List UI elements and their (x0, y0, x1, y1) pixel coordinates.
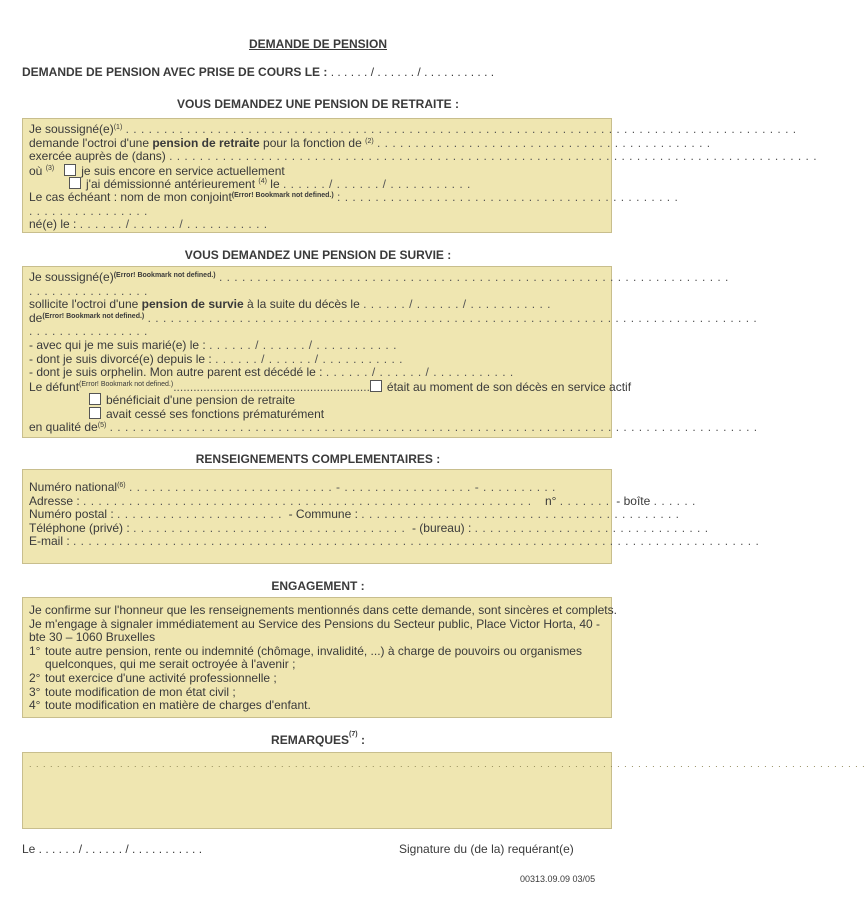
survie-deceased-line[interactable]: $de^{(Error! Bookmark not defined.)}$ . . . . . . . . . . . . . . . . . . . . . . . . . . . . . . . . . . . . . . . . . . . . . . . . . . . . . . . . . . . . . . . . . . . . . . . . . . . . . . . . (29, 310, 758, 325)
text: - Commune : (288, 507, 362, 522)
engagement-item (29, 699, 605, 713)
text: REMARQUES (271, 733, 350, 747)
survie-heading: VOUS DEMANDEZ UNE PENSION DE SURVIE : (184, 248, 452, 262)
note-ref: (Error! Bookmark not defined.) (42, 312, 145, 320)
item-text: toute autre pension, rente ou indemnité (chômage, invalidité, ...) à charge de pouvoirs ou organismes (45, 643, 582, 658)
text: Le cas échéant : nom de mon conjoint (29, 189, 232, 204)
survie-name-continuation[interactable]: . . . . . . . . . . . . . . . . (29, 283, 148, 298)
spouse-name-line[interactable]: Le cas échéant : nom de mon conjoint$^{(Error! Bookmark not defined.)}$ : . . . . . . . . . . . . . . . . . . . . . . . . . . . . . . . . . . . . . . . . . . . . (29, 189, 679, 204)
item-text: quelconques, qui me serait octroyée à l'avenir ; (45, 657, 296, 672)
start-date-field[interactable]: . . . . . . / . . . . . . / . . . . . . . . . . . (330, 65, 495, 79)
text: sollicite l'octroi d'une (29, 297, 142, 312)
retraite-function-line[interactable]: demande l'octroi d'une pension de retraite pour la fonction de $^{(2)}$ . . . . . . . . . . . . . . . . . . . . . . . . . . . . . . . . . . . . . . . . . . . . (29, 135, 711, 150)
text: bénéficiait d'une pension de retraite (106, 393, 296, 408)
start-date-line (22, 65, 494, 79)
text: en qualité de (29, 419, 98, 434)
spouse-name-continuation[interactable]: . . . . . . . . . . . . . . . . (29, 203, 148, 218)
item-text: toute modification en matière de charges d'enfant. (45, 698, 311, 713)
text: - dont je suis orphelin. Mon autre parent est décédé le : (29, 365, 326, 380)
form-reference: 00313.09.09 03/05 (520, 874, 596, 884)
engagement-p2: Je m'engage à signaler immédiatement au Service des Pensions du Secteur public, Place Victor Horta, 40 - (29, 616, 601, 631)
email-line[interactable]: E-mail : . . . . . . . . . . . . . . . . . . . . . . . . . . . . . . . . . . . . . . . . . . . . . . . . . . . . . . . . . . . . . . . . . . . . . . . . . . . . . . . . . . . . . . . . . . (29, 534, 760, 549)
postal-line[interactable]: Numéro postal : . . . . . . . . . . . . . . . . . . . . . . - Commune : . . . . . . . . . . . . . . . . . . . . . . . . . . . . . . . . . . . . . . . . . . (29, 507, 680, 522)
engagement-item (29, 672, 605, 686)
text: pour la fonction de (259, 135, 366, 150)
item-text: toute modification de mon état civil ; (45, 684, 236, 699)
signature-date[interactable]: Le . . . . . . / . . . . . . / . . . . . . . . . . . (22, 842, 203, 856)
start-date-label: DEMANDE DE PENSION AVEC PRISE DE COURS LE : (22, 65, 331, 79)
text: de (29, 310, 43, 325)
text: : (357, 733, 365, 747)
note-ref: (1) (113, 124, 123, 131)
text: Numéro national (29, 480, 118, 494)
remarks-dotted-line: . . . . . . . . . . . . . . . . . . . . . . . . . . . . . . . . . . . . . . . . . . . . . . . . . . . . . . . . . . . . . . . . . . . . . . . . . . . . . . . . . . . . . . . . . . . . . . . . . . . . . . . . . . . . . . . . . . . . . . . . (29, 759, 866, 769)
note-ref: (3) (45, 164, 55, 172)
text: Numéro postal : (29, 507, 118, 522)
note-ref: (2) (365, 137, 374, 145)
spouse-birth-line[interactable]: né(e) le : . . . . . . / . . . . . . / . . . . . . . . . . . (29, 217, 268, 232)
engagement-item (29, 658, 605, 672)
text: - boîte (616, 493, 651, 508)
renseignements-heading: RENSEIGNEMENTS COMPLEMENTAIRES : (195, 452, 441, 466)
retraite-option-1 (29, 164, 605, 178)
text: le (266, 177, 280, 192)
note-ref: (Error! Bookmark not defined.) (113, 272, 216, 279)
retraite-name-line[interactable]: Je $soussigné(e)^{(1)}$ . . . . . . . . . . . . . . . . . . . . . . . . . . . . . . . . . . . . . . . . . . . . . . . . . . . . . . . . . . . . . . . . . . . . . . . . . . . . . . . . . . . . . . . . (29, 122, 797, 136)
item-text: tout exercice d'une activité professionnelle ; (45, 670, 277, 685)
pension-type-bold: pension de survie (141, 297, 244, 312)
note-ref: (Error! Bookmark not defined.) (231, 191, 334, 199)
engagement-heading: ENGAGEMENT : (271, 579, 365, 593)
remarques-heading (0, 733, 636, 747)
retraite-employer-line[interactable]: exercée auprès de (dans) . . . . . . . . . . . . . . . . . . . . . . . . . . . . . . . . . . . . . . . . . . . . . . . . . . . . . . . . . . . . . . . . . . . . . . . . . . . . . . . . . . . . . (29, 149, 818, 164)
text: - (bureau) : (411, 520, 475, 535)
text: était au moment de son décès en service actif (386, 379, 632, 394)
text: E-mail : (29, 534, 74, 549)
text: Je soussigné(e) (29, 270, 114, 284)
note-ref: (5) (97, 421, 107, 429)
document-title: DEMANDE DE PENSION (248, 37, 388, 51)
signature-label: Signature du (de la) requérant(e) (399, 842, 574, 856)
survie-death-line[interactable]: sollicite l'octroi d'une pension de survie à la suite du décès le . . . . . . / . . . . . . / . . . . . . . . . . . (29, 297, 551, 312)
text: Adresse : (29, 493, 84, 508)
text: - avec qui je me suis marié(e) le : (29, 337, 210, 352)
text: exercée auprès de (dans) (29, 149, 166, 164)
orphan-line[interactable]: - dont je suis orphelin. Mon autre parent est décédé le : . . . . . . / . . . . . . / . . . . . . . . . . . (29, 365, 514, 380)
note-ref: (Error! Bookmark not defined.) (79, 380, 174, 388)
pension-type-bold: pension de retraite (152, 135, 260, 150)
phone-line[interactable]: Téléphone (privé) : . . . . . . . . . . . . . . . . . . . . . . . . . . . . . . . . . . . . - (bureau) : . . . . . . . . . . . . . . . . . . . . . . . . . . . . . . . (29, 520, 709, 535)
checkbox-active-service[interactable] (370, 380, 382, 392)
retraite-box (22, 118, 818, 233)
text: né(e) le : (29, 217, 80, 232)
text: Téléphone (privé) : (29, 520, 134, 535)
text: n° (544, 493, 557, 508)
address-line[interactable]: Adresse : . . . . . . . . . . . . . . . . . . . . . . . . . . . . . . . . . . . . . . . . . . . . . . . . . . . . . . . . . . . n° . . . . . . . - boîte . . . . . . (29, 493, 696, 508)
note-ref: (6) (117, 482, 126, 489)
remarks-field[interactable] (22, 752, 866, 829)
survie-option-retired (29, 393, 605, 407)
text: où (29, 163, 46, 178)
retraite-heading: VOUS DEMANDEZ UNE PENSION DE RETRAITE : (176, 97, 460, 111)
item-number: 1° (29, 643, 41, 658)
text: demande l'octroi d'une (29, 135, 153, 150)
deceased-status-line: Le défunt$^{(Error! Bookmark not defined.)}$........................................................... était au moment de son décès en service actif (29, 379, 632, 394)
engagement-item (29, 686, 605, 700)
item-number: 2° (29, 670, 41, 685)
text: j'ai démissionné antérieurement (86, 177, 259, 192)
divorced-line[interactable]: - dont je suis divorcé(e) depuis le : . . . . . . / . . . . . . / . . . . . . . . . . . (29, 351, 403, 366)
survie-deceased-continuation[interactable]: . . . . . . . . . . . . . . . . (29, 324, 148, 339)
text: - dont je suis divorcé(e) depuis le : (29, 351, 216, 366)
survie-box (22, 266, 758, 438)
item-number: 3° (29, 684, 41, 699)
national-number-line[interactable]: Numéro national$^{(6)}$ . . . . . . . . . . . . . . . . . . . . . . . . . . . - . . . . . . . . . . . . . . . . . - . . . . . . . . . . (29, 480, 556, 494)
text: avait cessé ses fonctions prématurément (106, 406, 325, 421)
engagement-p3: bte 30 – 1060 Bruxelles (29, 630, 156, 645)
survie-name-line[interactable]: Je $soussigné(e)^{(Error! Bookmark not defined.)}$ . . . . . . . . . . . . . . . . . . . . . . . . . . . . . . . . . . . . . . . . . . . . . . . . . . . . . . . . . . . . . . . . . . . (29, 270, 729, 284)
checkbox-early-stop[interactable] (89, 407, 101, 419)
note-ref: (7) (349, 731, 358, 738)
renseignements-box (22, 469, 760, 564)
retraite-option-2: j'ai démissionné antérieurement $^{(4)}$ le . . . . . . / . . . . . . / . . . . . . . . . . . (29, 177, 605, 191)
checkbox-retirement-pension[interactable] (89, 393, 101, 405)
text: Le défunt (29, 379, 80, 394)
note-ref: (4) (258, 178, 267, 186)
retraite-name-label: Je soussigné(e) (29, 122, 114, 136)
engagement-item (29, 645, 605, 659)
item-number: 4° (29, 698, 41, 713)
survie-option-stopped (29, 407, 605, 421)
text: à la suite du décès le (243, 297, 364, 312)
engagement-box (22, 597, 617, 718)
checkbox-in-service[interactable] (64, 164, 76, 176)
text: je suis encore en service actuellement (81, 163, 285, 178)
checkbox-resigned[interactable] (69, 177, 81, 189)
engagement-p1: Je confirme sur l'honneur que les renseignements mentionnés dans cette demande, sont sincères et complets. (29, 603, 617, 617)
married-line[interactable]: - avec qui je me suis marié(e) le : . . . . . . / . . . . . . / . . . . . . . . . . . (29, 337, 397, 352)
capacity-line[interactable]: en qualité $de^{(5)}$ . . . . . . . . . . . . . . . . . . . . . . . . . . . . . . . . . . . . . . . . . . . . . . . . . . . . . . . . . . . . . . . . . . . . . . . . . . . . . . . . . . . . . (29, 419, 758, 434)
